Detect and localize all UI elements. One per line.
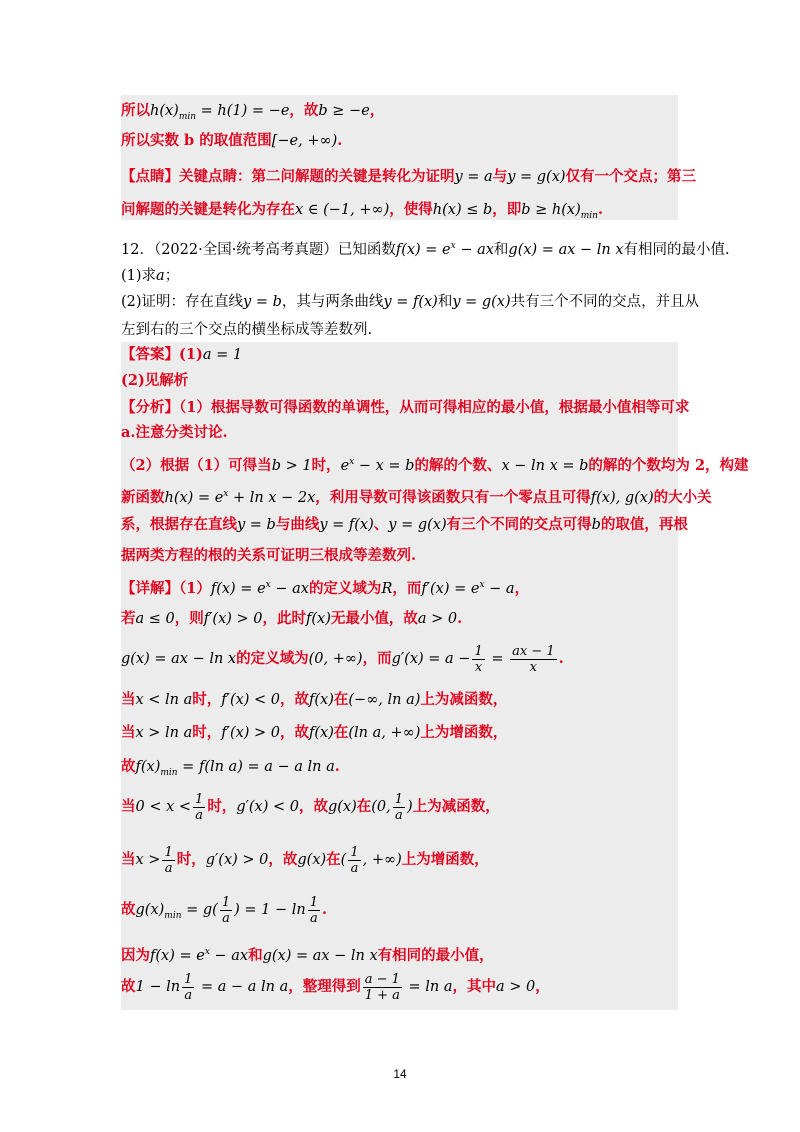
text: 【分析】（1）根据导数可得函数的单调性，从而可得相应的最小值，根据最小值相等可求 bbox=[121, 399, 690, 416]
text: 时， bbox=[192, 724, 222, 741]
text: ，使得 bbox=[389, 201, 433, 218]
detail-line bbox=[121, 790, 500, 824]
denominator: 1 + a bbox=[364, 987, 400, 1003]
text: 故 bbox=[121, 758, 136, 775]
numerator: 1 bbox=[309, 894, 318, 910]
math: f′(x) > 0 bbox=[203, 611, 263, 627]
fraction bbox=[472, 644, 484, 675]
question-part-2 bbox=[121, 292, 699, 312]
question-stem bbox=[121, 236, 730, 260]
page-number: 14 bbox=[393, 1067, 407, 1081]
text: ， bbox=[514, 579, 530, 597]
math: 0 < x < bbox=[135, 799, 192, 815]
fraction bbox=[393, 792, 405, 823]
math: f′(x) < 0 bbox=[221, 692, 281, 708]
math: − ax bbox=[455, 241, 494, 258]
math: = a − a ln a bbox=[196, 979, 289, 995]
text: 和 bbox=[437, 294, 453, 310]
text: ，故 bbox=[280, 724, 310, 741]
text: . bbox=[321, 901, 328, 918]
math: e bbox=[340, 457, 350, 474]
detail-line bbox=[121, 642, 564, 676]
denominator: x bbox=[474, 659, 483, 675]
math: f′(x) = e bbox=[421, 580, 480, 597]
analysis-line bbox=[121, 515, 688, 535]
text: 上为增函数， bbox=[420, 724, 508, 741]
fraction bbox=[308, 895, 320, 926]
text: 时， bbox=[207, 798, 237, 815]
math-sup: x bbox=[349, 457, 355, 467]
math: ) bbox=[407, 799, 413, 815]
math-sub: min bbox=[164, 910, 182, 921]
math: g(x) = ax − ln x bbox=[121, 651, 237, 667]
math: g(x) bbox=[327, 799, 357, 815]
math: (0, bbox=[371, 799, 391, 815]
text: . bbox=[597, 201, 604, 218]
math: f(x) = e bbox=[395, 241, 451, 258]
math: ( bbox=[340, 852, 347, 868]
text: ，其与两条曲线 bbox=[281, 294, 384, 310]
text: . bbox=[337, 132, 343, 149]
math: f(x) bbox=[309, 725, 334, 741]
text: 时， bbox=[176, 851, 206, 868]
math: ) = 1 − ln bbox=[234, 902, 306, 918]
math-sub: min bbox=[580, 210, 598, 221]
math: x > ln a bbox=[135, 725, 193, 741]
math: = g( bbox=[181, 902, 218, 918]
text: 所以实数 b 的取值范围 bbox=[121, 132, 272, 149]
numerator: 1 bbox=[164, 844, 173, 860]
math-sup: x bbox=[223, 489, 229, 499]
numerator: 1 bbox=[221, 894, 231, 910]
math: = bbox=[486, 651, 509, 667]
math: f(x), g(x) bbox=[590, 489, 654, 506]
text: 无最小值，故 bbox=[330, 610, 418, 627]
math: a bbox=[156, 268, 165, 284]
math-sup: x bbox=[479, 580, 485, 590]
math-sub: min bbox=[178, 111, 197, 122]
text: 在 bbox=[333, 724, 349, 741]
fraction bbox=[348, 845, 360, 876]
math-sup: x bbox=[204, 947, 210, 957]
math: f′(x) > 0 bbox=[221, 725, 281, 741]
question-part-1 bbox=[121, 266, 179, 286]
math: 1 − ln bbox=[135, 979, 181, 995]
math: f(x) bbox=[306, 611, 331, 627]
text: 与 bbox=[492, 168, 508, 185]
key-point-line bbox=[121, 200, 603, 226]
analysis-line bbox=[121, 484, 712, 508]
text: ，利用导数可得该函数只有一个零点且可得 bbox=[315, 488, 591, 506]
numerator: ax − 1 bbox=[512, 643, 555, 659]
math: g′(x) < 0 bbox=[236, 799, 299, 815]
detail-line bbox=[121, 843, 489, 877]
math: a > 0 bbox=[417, 611, 458, 627]
text: ，故 bbox=[298, 798, 328, 815]
text: 12．（2022·全国·统考高考真题）已知函数 bbox=[121, 241, 396, 258]
denominator: a bbox=[164, 860, 173, 876]
answer-line bbox=[121, 371, 188, 391]
math: a ≤ 0 bbox=[135, 611, 175, 627]
math: h(x) bbox=[150, 103, 179, 119]
math: g′(x) > 0 bbox=[205, 852, 269, 868]
text: ； bbox=[164, 268, 180, 284]
math: y = f(x) bbox=[383, 294, 438, 310]
text: 时， bbox=[311, 456, 341, 474]
text: 上为减函数， bbox=[412, 798, 500, 815]
math: (0, +∞) bbox=[308, 651, 363, 667]
text: (1)求 bbox=[121, 268, 157, 284]
text: a.注意分类讨论. bbox=[121, 424, 228, 441]
text: ，故 bbox=[268, 851, 298, 868]
math: − ax bbox=[270, 580, 309, 597]
math: g′(x) = a − bbox=[391, 651, 471, 667]
text: . bbox=[558, 650, 564, 667]
detail-line bbox=[121, 942, 494, 966]
text: . bbox=[334, 758, 340, 775]
numerator: a − 1 bbox=[364, 971, 400, 987]
text: ， bbox=[535, 978, 550, 995]
math: − a bbox=[484, 580, 515, 597]
analysis-line bbox=[121, 452, 749, 476]
text: ，故 bbox=[289, 102, 319, 119]
text: 故 bbox=[121, 978, 136, 995]
text: 的定义域为 bbox=[236, 650, 309, 667]
numerator: 1 bbox=[184, 971, 193, 987]
text: 和 bbox=[493, 241, 509, 258]
math: f(x) = e bbox=[210, 580, 266, 597]
solution-line bbox=[121, 131, 342, 151]
text: 在 bbox=[333, 691, 349, 708]
math: x ∈ (−1, +∞) bbox=[295, 202, 390, 218]
fraction bbox=[220, 895, 232, 926]
math-sup: x bbox=[450, 241, 456, 251]
text: (2)证明：存在直线 bbox=[121, 294, 244, 310]
answer-line bbox=[121, 345, 242, 365]
text: 上为增函数， bbox=[401, 851, 489, 868]
math: h(x) ≤ b bbox=[432, 202, 493, 218]
text: ， bbox=[369, 102, 385, 119]
analysis-line bbox=[121, 398, 689, 418]
text: 左到右的三个交点的横坐标成等差数列. bbox=[121, 322, 373, 338]
text: 若 bbox=[121, 610, 136, 627]
text: 有相同的最小值. bbox=[623, 241, 730, 258]
text: 问解题的关键是转化为存在 bbox=[121, 201, 295, 218]
math: y = f(x) bbox=[319, 517, 374, 533]
text: 【答案】(1) bbox=[121, 346, 203, 363]
text: 当 bbox=[121, 724, 136, 741]
denominator: x bbox=[529, 659, 538, 675]
math: g(x) = ax − ln x bbox=[262, 947, 378, 964]
text: 上为减函数， bbox=[420, 691, 508, 708]
math: = h(1) = −e bbox=[196, 103, 290, 119]
math: b ≥ h(x) bbox=[521, 202, 581, 218]
math: b ≥ −e bbox=[318, 103, 370, 119]
detail-line bbox=[121, 690, 507, 710]
math: , +∞) bbox=[362, 852, 402, 868]
text: ，即 bbox=[492, 201, 522, 218]
text: 当 bbox=[121, 691, 136, 708]
text: ，故 bbox=[280, 691, 310, 708]
text: 【详解】（1） bbox=[121, 579, 211, 597]
text: ，而 bbox=[362, 650, 392, 667]
math-sub: min bbox=[160, 767, 178, 778]
math-sup: x bbox=[265, 580, 271, 590]
detail-line bbox=[121, 893, 327, 933]
numerator: 1 bbox=[195, 791, 204, 807]
numerator: 1 bbox=[394, 791, 404, 807]
text: 的定义域为 bbox=[308, 579, 382, 597]
denominator: a bbox=[184, 987, 193, 1003]
math: a = 1 bbox=[202, 347, 243, 363]
text: 的解的个数均为 2，构建 bbox=[588, 456, 749, 474]
text: 仅有一个交点；第三 bbox=[565, 168, 697, 185]
math: (ln a, +∞) bbox=[348, 725, 421, 741]
text: 有三个不同的交点可得 bbox=[446, 516, 592, 533]
detail-line bbox=[121, 970, 550, 1004]
math: = f(ln a) = a − a ln a bbox=[177, 759, 335, 775]
text: 有相同的最小值， bbox=[377, 946, 494, 964]
math: x < ln a bbox=[135, 692, 193, 708]
math: y = a bbox=[454, 169, 493, 185]
math: b > 1 bbox=[271, 457, 312, 474]
math: b bbox=[591, 517, 601, 533]
text: (2)见解析 bbox=[121, 372, 189, 389]
text: ，此时 bbox=[262, 610, 306, 627]
text: 的解的个数、 bbox=[414, 456, 502, 474]
detail-line bbox=[121, 723, 507, 743]
math: y = g(x) bbox=[452, 294, 511, 310]
math: a > 0 bbox=[496, 979, 536, 995]
text: 当 bbox=[121, 851, 136, 868]
question-part-2-cont bbox=[121, 320, 372, 340]
denominator: a bbox=[350, 860, 359, 876]
text: 共有三个不同的交点，并且从 bbox=[510, 294, 700, 310]
text: 的取值，再根 bbox=[600, 516, 688, 533]
numerator: 1 bbox=[474, 643, 483, 659]
text: 故 bbox=[121, 901, 136, 918]
math: − ax bbox=[209, 947, 249, 964]
math: − x = b bbox=[354, 457, 415, 474]
text: 、 bbox=[373, 516, 389, 533]
math: y = b bbox=[243, 294, 282, 310]
math: g(x) bbox=[135, 902, 165, 918]
denominator: a bbox=[309, 910, 318, 926]
fraction bbox=[162, 845, 174, 876]
text: 新函数 bbox=[121, 488, 165, 506]
text: 的大小关 bbox=[653, 488, 712, 506]
math: R bbox=[381, 580, 393, 597]
detail-line bbox=[121, 757, 340, 783]
math: y = g(x) bbox=[507, 169, 566, 185]
text: 当 bbox=[121, 798, 136, 815]
analysis-line bbox=[121, 423, 228, 443]
text: ，整理得到 bbox=[288, 978, 361, 995]
math: g(x) = ax − ln x bbox=[508, 241, 624, 258]
key-point-line bbox=[121, 167, 696, 187]
text: 与曲线 bbox=[275, 516, 320, 533]
math: f(x) bbox=[309, 692, 334, 708]
detail-line bbox=[121, 575, 529, 599]
math: [−e, +∞) bbox=[271, 133, 338, 149]
text: 因为 bbox=[121, 946, 150, 964]
text: 【点睛】关键点睛：第二问解题的关键是转化为证明 bbox=[121, 168, 455, 185]
math: y = b bbox=[237, 517, 276, 533]
text: ，其中 bbox=[452, 978, 497, 995]
fraction bbox=[363, 972, 402, 1003]
text: ，则 bbox=[174, 610, 204, 627]
text: 所以 bbox=[121, 102, 150, 119]
text: 时， bbox=[192, 691, 222, 708]
math: g(x) bbox=[297, 852, 327, 868]
fraction bbox=[182, 972, 194, 1003]
text: 据两类方程的根的关系可证明三根成等差数列. bbox=[121, 547, 417, 564]
solution-line bbox=[121, 101, 384, 127]
math: f(x) = e bbox=[150, 947, 205, 964]
numerator: 1 bbox=[350, 844, 359, 860]
math: (−∞, ln a) bbox=[348, 692, 421, 708]
math: + ln x − 2x bbox=[228, 489, 316, 506]
math: y = g(x) bbox=[388, 517, 447, 533]
math: x − ln x = b bbox=[501, 457, 589, 474]
text: 和 bbox=[248, 946, 263, 964]
math: x > bbox=[135, 852, 161, 868]
analysis-line bbox=[121, 546, 416, 566]
denominator: a bbox=[395, 807, 403, 823]
text: （2）根据（1）可得当 bbox=[121, 456, 272, 474]
text: . bbox=[457, 610, 463, 627]
denominator: a bbox=[195, 807, 204, 823]
fraction bbox=[193, 792, 205, 823]
text: 在 bbox=[356, 798, 372, 815]
math: = ln a bbox=[403, 979, 453, 995]
text: 系，根据存在直线 bbox=[121, 516, 237, 533]
fraction bbox=[510, 644, 557, 675]
math: h(x) = e bbox=[164, 489, 224, 506]
denominator: a bbox=[222, 910, 230, 926]
math: f(x) bbox=[135, 759, 161, 775]
detail-line bbox=[121, 609, 462, 629]
text: ，而 bbox=[392, 579, 422, 597]
text: 在 bbox=[326, 851, 341, 868]
